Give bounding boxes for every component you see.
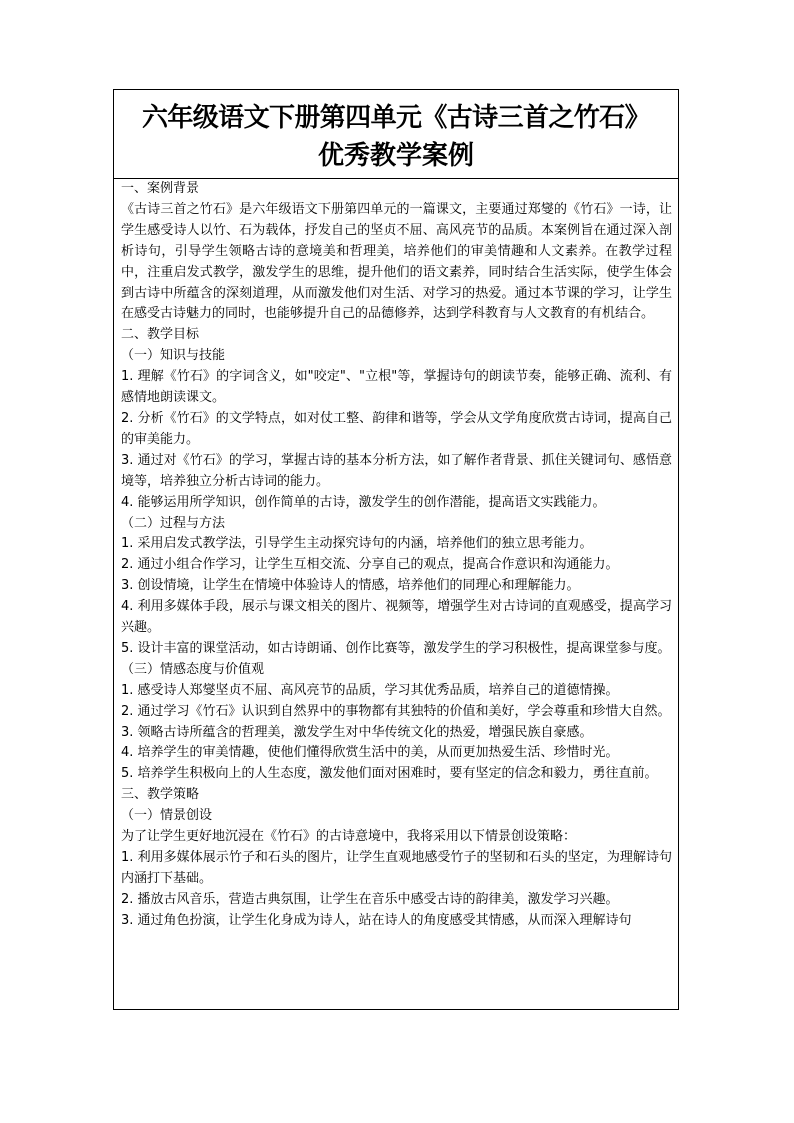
body-paragraph: 二、教学目标 <box>121 327 200 343</box>
title-cell <box>114 90 678 179</box>
document-title-line-1: 六年级语文下册第四单元《古诗三首之竹石》 <box>141 103 650 133</box>
body-paragraph: 1. 采用启发式教学法，引导学生主动探究诗句的内涵，培养他们的独立思考能力。 <box>121 536 593 552</box>
body-paragraph: 2. 通过学习《竹石》认识到自然界中的事物都有其独特的价值和美好，学会尊重和珍惜大自然。 <box>121 703 671 719</box>
body-paragraph: 三、教学策略 <box>121 787 200 803</box>
body-paragraph: 3. 通过对《竹石》的学习，掌握古诗的基本分析方法，如了解作者背景、抓住关键词句、感悟意境等，培养独立分析古诗词的能力。 <box>121 452 672 489</box>
body-paragraph: （一）情景创设 <box>121 808 213 824</box>
body-paragraph: 为了让学生更好地沉浸在《竹石》的古诗意境中，我将采用以下情景创设策略： <box>121 829 577 845</box>
body-paragraph: （三）情感态度与价值观 <box>121 661 265 677</box>
body-paragraph: （一）知识与技能 <box>121 348 226 364</box>
body-paragraph: 3. 通过角色扮演，让学生化身成为诗人，站在诗人的角度感受其情感，从而深入理解诗句 <box>121 912 632 928</box>
body-paragraph: 4. 培养学生的审美情趣，使他们懂得欣赏生活中的美，从而更加热爱生活、珍惜时光。 <box>121 745 619 761</box>
body-paragraph: 4. 利用多媒体手段，展示与课文相关的图片、视频等，增强学生对古诗词的直观感受，提高学习兴趣。 <box>121 599 672 636</box>
body-paragraph: 《古诗三首之竹石》是六年级语文下册第四单元的一篇课文，主要通过郑燮的《竹石》一诗，让学生感受诗人以竹、石为载体，抒发自己的坚贞不屈、高风亮节的品质。本案例旨在通过深入剖析诗句，引导学生领略古诗的意境美和哲理美，培养他们的审美情趣和人文素养。在教学过程中，注重启发式教学，激发学生的思维，提升他们的语文素养，同时结合生活实际，使学生体会到古诗中所蕴含的深刻道理，从而激发他们对生活、对学习的热爱。通过本节课的学习，让学生在感受古诗魅力的同时，也能够提升自己的品德修养，达到学科教育与人文教育的有机结合。 <box>121 201 672 322</box>
document-title-line-2: 优秀教学案例 <box>317 141 474 171</box>
body-paragraph: 3. 创设情境，让学生在情境中体验诗人的情感，培养他们的同理心和理解能力。 <box>121 578 580 594</box>
body-paragraph: （二）过程与方法 <box>121 515 226 531</box>
body-paragraph: 1. 理解《竹石》的字词含义，如"咬定"、"立根"等，掌握诗句的朗读节奏，能够正确、流利、有感情地朗读课文。 <box>121 369 672 406</box>
body-paragraph: 3. 领略古诗所蕴含的哲理美，激发学生对中华传统文化的热爱，增强民族自豪感。 <box>121 724 593 740</box>
body-paragraph: 2. 播放古风音乐，营造古典氛围，让学生在音乐中感受古诗的韵律美，激发学习兴趣。 <box>121 891 619 907</box>
body-paragraph: 2. 通过小组合作学习，让学生互相交流、分享自己的观点，提高合作意识和沟通能力。 <box>121 557 619 573</box>
body-paragraph: 4. 能够运用所学知识，创作简单的古诗，激发学生的创作潜能，提高语文实践能力。 <box>121 494 606 510</box>
document-body <box>114 179 678 932</box>
body-paragraph: 5. 设计丰富的课堂活动，如古诗朗诵、创作比赛等，激发学生的学习积极性，提高课堂参与度。 <box>121 640 671 656</box>
body-paragraph: 1. 利用多媒体展示竹子和石头的图片，让学生直观地感受竹子的坚韧和石头的坚定，为理解诗句内涵打下基础。 <box>121 850 672 886</box>
document-table <box>113 89 679 1010</box>
body-paragraph: 1. 感受诗人郑燮坚贞不屈、高风亮节的品质，学习其优秀品质，培养自己的道德情操。 <box>121 682 619 698</box>
body-paragraph: 2. 分析《竹石》的文学特点，如对仗工整、韵律和谐等，学会从文学角度欣赏古诗词，提高自己的审美能力。 <box>121 410 672 447</box>
body-paragraph: 一、案例背景 <box>121 181 200 196</box>
body-paragraph: 5. 培养学生积极向上的人生态度，激发他们面对困难时，要有坚定的信念和毅力，勇往直前。 <box>121 766 658 782</box>
